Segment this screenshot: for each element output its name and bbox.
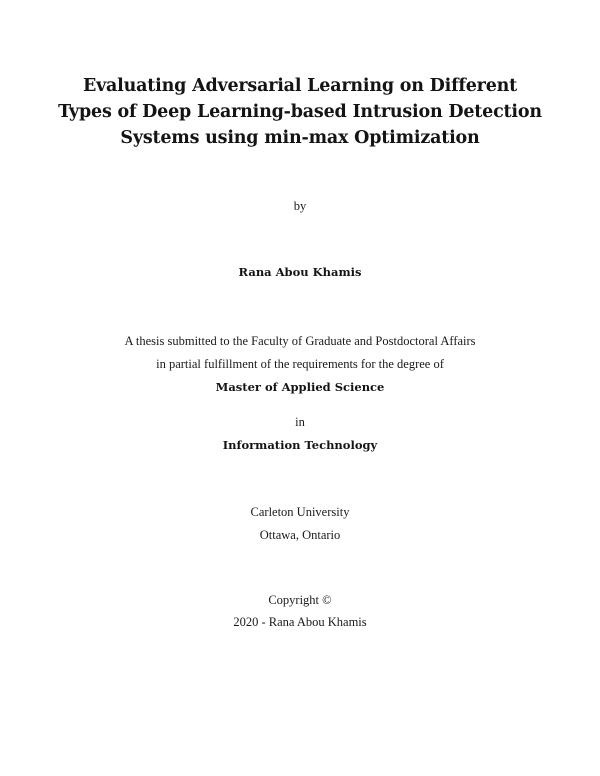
by-text: by bbox=[293, 199, 307, 213]
thesis-title-line-1: Evaluating Adversarial Learning on Different bbox=[82, 76, 518, 96]
author-name: Rana Abou Khamis bbox=[238, 265, 362, 279]
university-name: Carleton University bbox=[250, 505, 350, 519]
degree-name: Master of Applied Science bbox=[215, 380, 385, 394]
thesis-statement-line-2: in partial fulfillment of the requirements for the degree of bbox=[156, 357, 444, 371]
thesis-title-line-3: Systems using min-max Optimization bbox=[120, 128, 480, 148]
in-text: in bbox=[295, 415, 305, 429]
thesis-title-line-2: Types of Deep Learning-based Intrusion Detection bbox=[58, 102, 542, 122]
university-location: Ottawa, Ontario bbox=[259, 528, 341, 542]
copyright-line: 2020 - Rana Abou Khamis bbox=[233, 615, 367, 629]
copyright-label: Copyright © bbox=[268, 593, 332, 607]
field-name: Information Technology bbox=[222, 438, 378, 452]
thesis-statement-line-1: A thesis submitted to the Faculty of Graduate and Postdoctoral Affairs bbox=[124, 334, 476, 348]
